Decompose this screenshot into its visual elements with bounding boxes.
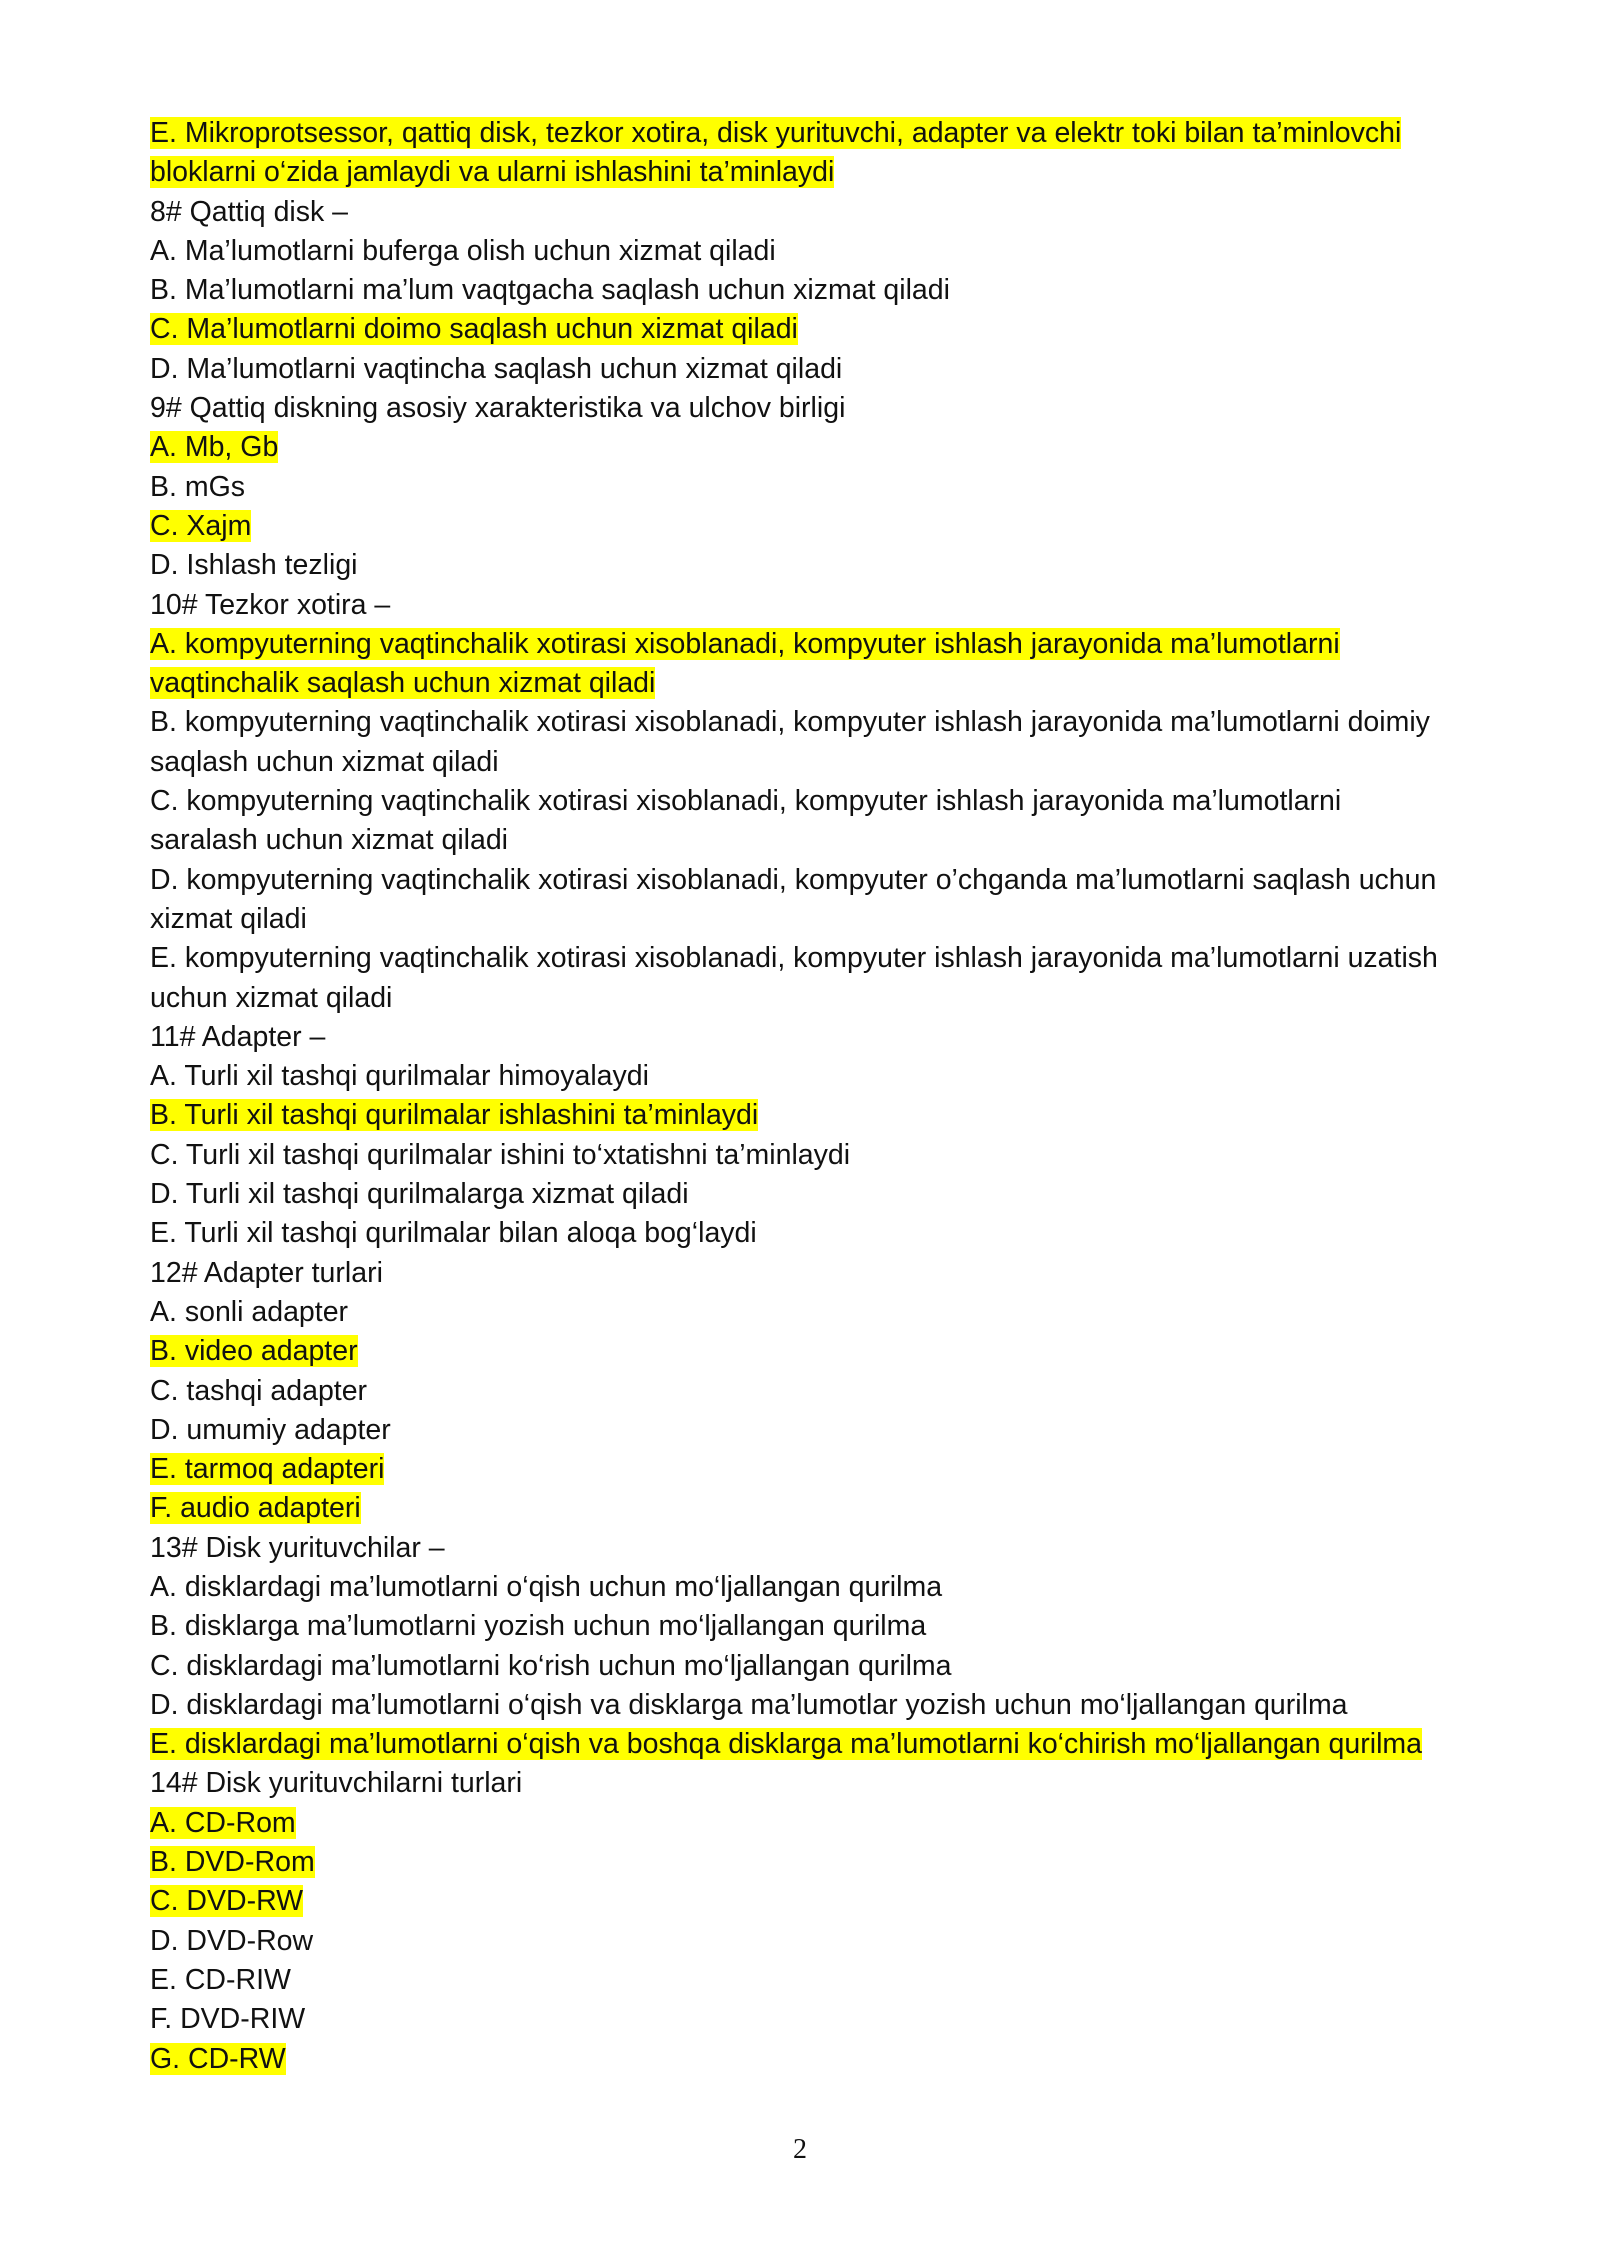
- option-line: D. Ma’lumotlarni vaqtincha saqlash uchun xizmat qiladi: [150, 352, 843, 385]
- question-9: 9# Qattiq diskning asosiy xarakteristika va ulchov birligi: [150, 392, 846, 425]
- option-line: A. Ma’lumotlarni buferga olish uchun xizmat qiladi: [150, 234, 776, 267]
- option-line: E. kompyuterning vaqtinchalik xotirasi xisoblanadi, kompyuter ishlash jarayonida ma’lumotlarni uzatish uchun xizmat qiladi: [150, 942, 1438, 1014]
- option-line: B. disklarga ma’lumotlarni yozish uchun mo‘ljallangan qurilma: [150, 1610, 927, 1643]
- option-line-highlighted: B. video adapter: [150, 1335, 358, 1368]
- option-line: B. mGs: [150, 470, 246, 503]
- option-line: A. Turli xil tashqi qurilmalar himoyalaydi: [150, 1060, 649, 1093]
- option-line: A. sonli adapter: [150, 1295, 349, 1328]
- option-line: D. kompyuterning vaqtinchalik xotirasi xisoblanadi, kompyuter o’chganda ma’lumotlarni saqlash uchun xizmat qiladi: [150, 863, 1437, 935]
- option-line-highlighted: G. CD-RW: [150, 2042, 286, 2075]
- option-line: D. DVD-Row: [150, 1924, 314, 1957]
- option-line-highlighted: B. DVD-Rom: [150, 1846, 315, 1879]
- option-line-highlighted: F. audio adapteri: [150, 1492, 361, 1525]
- option-line-highlighted: C. Xajm: [150, 509, 252, 542]
- question-10: 10# Tezkor xotira –: [150, 588, 391, 621]
- option-e-line: E. Mikroprotsessor, qattiq disk, tezkor xotira, disk yurituvchi, adapter va elektr toki bilan ta’minlovchi bloklarni o‘zida jamlaydi va ularni ishlashini ta’minlaydi: [150, 117, 1402, 189]
- option-line: D. Turli xil tashqi qurilmalarga xizmat qiladi: [150, 1178, 689, 1211]
- option-line-highlighted: A. CD-Rom: [150, 1806, 296, 1839]
- option-line: C. disklardagi ma’lumotlarni ko‘rish uchun mo‘ljallangan qurilma: [150, 1649, 952, 1682]
- option-line: C. tashqi adapter: [150, 1374, 368, 1407]
- question-8: 8# Qattiq disk –: [150, 195, 349, 228]
- question-13: 13# Disk yurituvchilar –: [150, 1531, 445, 1564]
- option-line: C. kompyuterning vaqtinchalik xotirasi xisoblanadi, kompyuter ishlash jarayonida ma’lumotlarni saralash uchun xizmat qiladi: [150, 785, 1342, 857]
- option-line: D. Ishlash tezligi: [150, 549, 358, 582]
- option-line: A. disklardagi ma’lumotlarni o‘qish uchun mo‘ljallangan qurilma: [150, 1570, 943, 1603]
- option-line-highlighted: E. disklardagi ma’lumotlarni o‘qish va boshqa disklarga ma’lumotlarni ko‘chirish mo‘ljallangan qurilma: [150, 1728, 1422, 1761]
- option-line-highlighted: C. DVD-RW: [150, 1885, 304, 1918]
- option-line: B. Ma’lumotlarni ma’lum vaqtgacha saqlash uchun xizmat qiladi: [150, 274, 950, 307]
- option-line-highlighted: A. Mb, Gb: [150, 431, 279, 464]
- question-14: 14# Disk yurituvchilarni turlari: [150, 1767, 523, 1800]
- option-line: E. CD-RIW: [150, 1963, 291, 1996]
- page-number: 2: [793, 2134, 807, 2165]
- document-body: [150, 114, 1440, 2079]
- option-line: E. Turli xil tashqi qurilmalar bilan aloqa bog‘laydi: [150, 1217, 757, 1250]
- option-line: D. disklardagi ma’lumotlarni o‘qish va disklarga ma’lumotlar yozish uchun mo‘ljallangan qurilma: [150, 1688, 1348, 1721]
- option-line: B. kompyuterning vaqtinchalik xotirasi xisoblanadi, kompyuter ishlash jarayonida ma’lumotlarni doimiy saqlash uchun xizmat qiladi: [150, 706, 1430, 778]
- option-line-highlighted: B. Turli xil tashqi qurilmalar ishlashini ta’minlaydi: [150, 1099, 759, 1132]
- option-line-highlighted: E. tarmoq adapteri: [150, 1453, 385, 1486]
- question-12: 12# Adapter turlari: [150, 1256, 383, 1289]
- option-line-highlighted: C. Ma’lumotlarni doimo saqlash uchun xizmat qiladi: [150, 313, 798, 346]
- option-line: F. DVD-RIW: [150, 2003, 306, 2036]
- option-line: C. Turli xil tashqi qurilmalar ishini to‘xtatishni ta’minlaydi: [150, 1138, 851, 1171]
- question-11: 11# Adapter –: [150, 1020, 326, 1053]
- option-line: D. umumiy adapter: [150, 1413, 391, 1446]
- option-line-highlighted: A. kompyuterning vaqtinchalik xotirasi xisoblanadi, kompyuter ishlash jarayonida ma’lumotlarni vaqtinchalik saqlash uchun xizmat qiladi: [150, 627, 1340, 700]
